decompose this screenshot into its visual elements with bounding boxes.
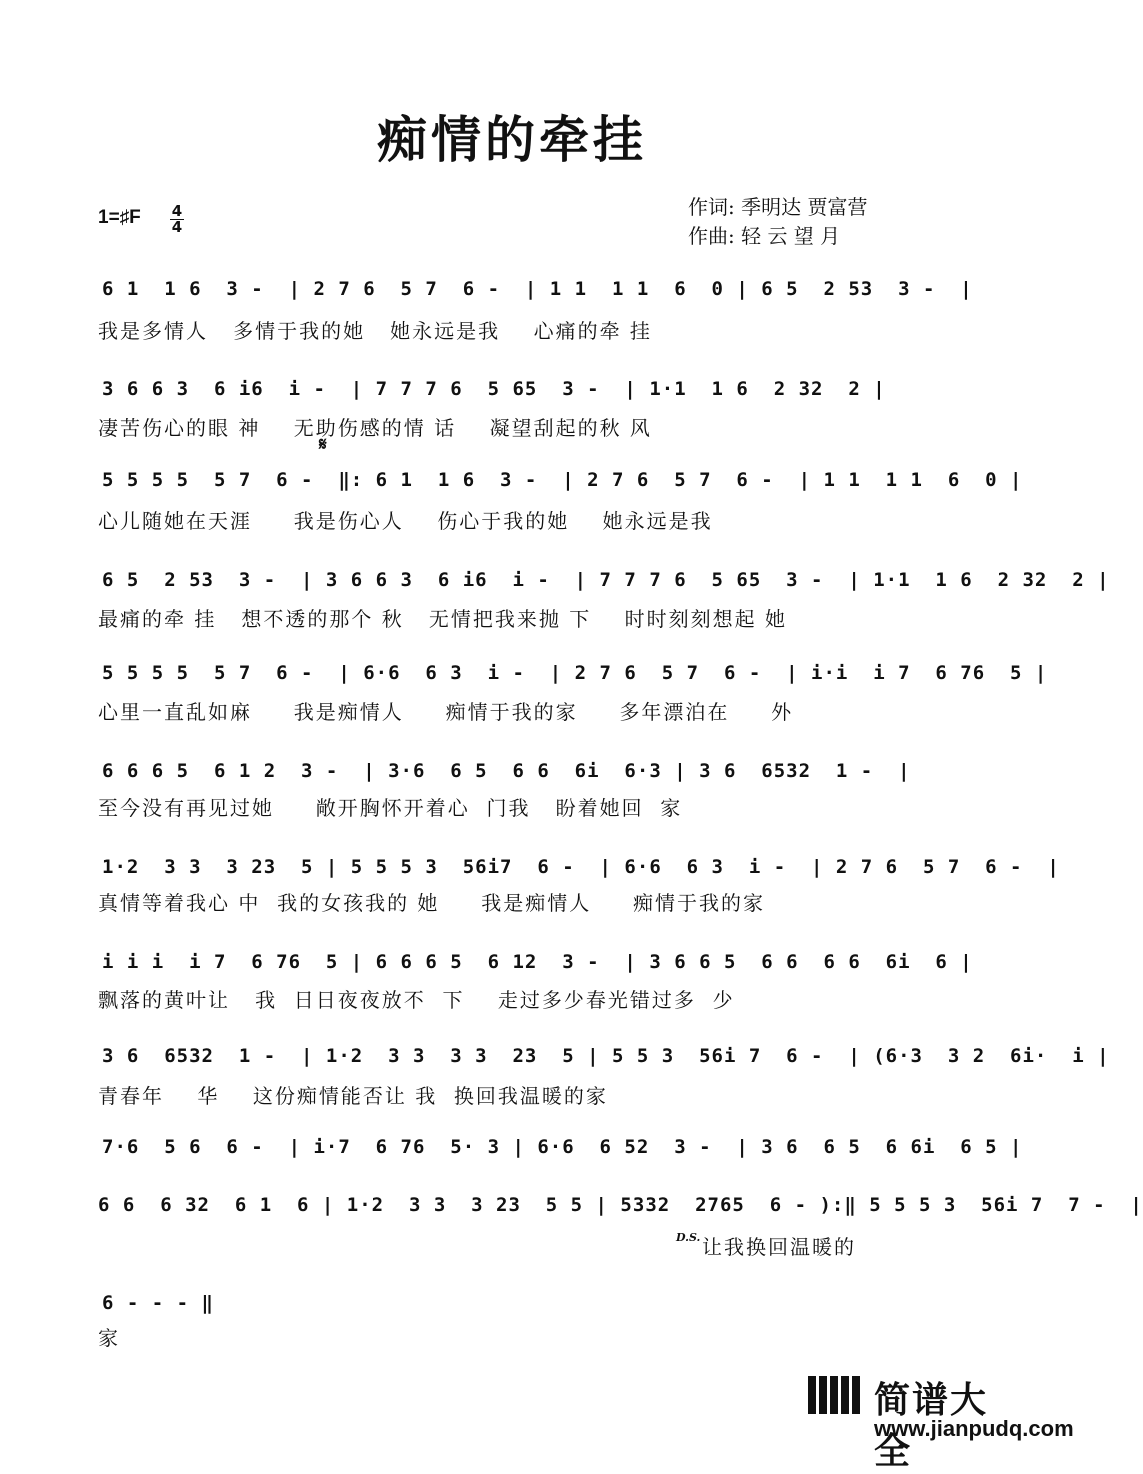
lyricist-credit: 作词: 季明达 贾富营 [688, 195, 868, 219]
notation-line: 6 1 1 6 3 - | 2 7 6 5 7 6 - | 1 1 1 1 6 0 | 6 5 2 53 3 - | [102, 278, 973, 300]
notation-line: 6 - - - ‖ [102, 1292, 214, 1314]
song-title: 痴情的牵挂 [377, 110, 647, 169]
lyric-line: 青春年 华 这份痴情能否让 我 换回我温暖的家 [98, 1084, 608, 1108]
site-watermark [808, 1372, 1074, 1472]
notation-line: 6 5 2 53 3 - | 3 6 6 3 6 i6 i - | 7 7 7 6 5 65 3 - | 1·1 1 6 2 32 2 | [102, 569, 1110, 591]
composer-credit: 作曲: 轻 云 望 月 [688, 224, 841, 248]
time-signature [170, 204, 184, 235]
notation-line: 3 6 6532 1 - | 1·2 3 3 3 3 23 5 | 5 5 3 56i 7 6 - | (6·3 3 2 6i· i | [102, 1045, 1110, 1067]
meter-bottom: 4 [171, 218, 183, 236]
lyric-line: 心儿随她在天涯 我是伤心人 伤心于我的她 她永远是我 [98, 509, 713, 533]
lyric-line: 我是多情人 多情于我的她 她永远是我 心痛的牵 挂 [98, 319, 652, 343]
lyric-line: 至今没有再见过她 敞开胸怀开着心 门我 盼着她回 家 [98, 796, 683, 820]
notation-line: 3 6 6 3 6 i6 i - | 7 7 7 6 5 65 3 - | 1·1 1 6 2 32 2 | [102, 378, 886, 400]
notation-line: 7·6 5 6 6 - | i·7 6 76 5· 3 | 6·6 6 52 3 - | 3 6 6 5 6 6i 6 5 | [102, 1136, 1023, 1158]
notation-line: 5 5 5 5 5 7 6 - | 6·6 6 3 i - | 2 7 6 5 7 6 - | i·i i 7 6 76 5 | [102, 662, 1048, 684]
ds-marking: D.S. [676, 1231, 701, 1244]
lyric-line: 最痛的牵 挂 想不透的那个 秋 无情把我来抛 下 时时刻刻想起 她 [98, 607, 788, 631]
lyric-line: 凄苦伤心的眼 神 无助伤感的情 话 凝望刮起的秋 风 [98, 416, 652, 440]
watermark-url: www.jianpudq.com [874, 1416, 1074, 1441]
notation-line: i i i i 7 6 76 5 | 6 6 6 5 6 12 3 - | 3 6 6 5 6 6 6 6 6i 6 | [102, 951, 973, 973]
key-signature: 1=♯F [98, 207, 141, 228]
watermark-name: 简谱大全 [874, 1380, 989, 1472]
notation-line: 1·2 3 3 3 23 5 | 5 5 5 3 56i7 6 - | 6·6 6 3 i - | 2 7 6 5 7 6 - | [102, 856, 1060, 878]
piano-keys-icon [808, 1376, 860, 1414]
notation-line: 6 6 6 32 6 1 6 | 1·2 3 3 3 23 5 5 | 5332 2765 6 - ):‖ 5 5 5 3 56i 7 7 - | [98, 1194, 1143, 1216]
lyric-line: 心里一直乱如麻 我是痴情人 痴情于我的家 多年漂泊在 外 [98, 700, 794, 724]
lyric-line: 家 [98, 1326, 120, 1350]
credits [688, 193, 867, 251]
lyric-line: 飘落的黄叶让 我 日日夜夜放不 下 走过多少春光错过多 少 [98, 988, 735, 1012]
lyric-line: 让我换回温暖的 [702, 1235, 856, 1259]
lyric-line: 真情等着我心 中 我的女孩我的 她 我是痴情人 痴情于我的家 [98, 891, 766, 915]
segno-sign: 𝄋 [319, 434, 327, 455]
notation-line: 6 6 6 5 6 1 2 3 - | 3·6 6 5 6 6 6i 6·3 | 3 6 6532 1 - | [102, 760, 911, 782]
meter-top: 4 [171, 202, 183, 220]
notation-line: 5 5 5 5 5 7 6 - ‖: 6 1 1 6 3 - | 2 7 6 5 7 6 - | 1 1 1 1 6 0 | [102, 469, 1023, 491]
